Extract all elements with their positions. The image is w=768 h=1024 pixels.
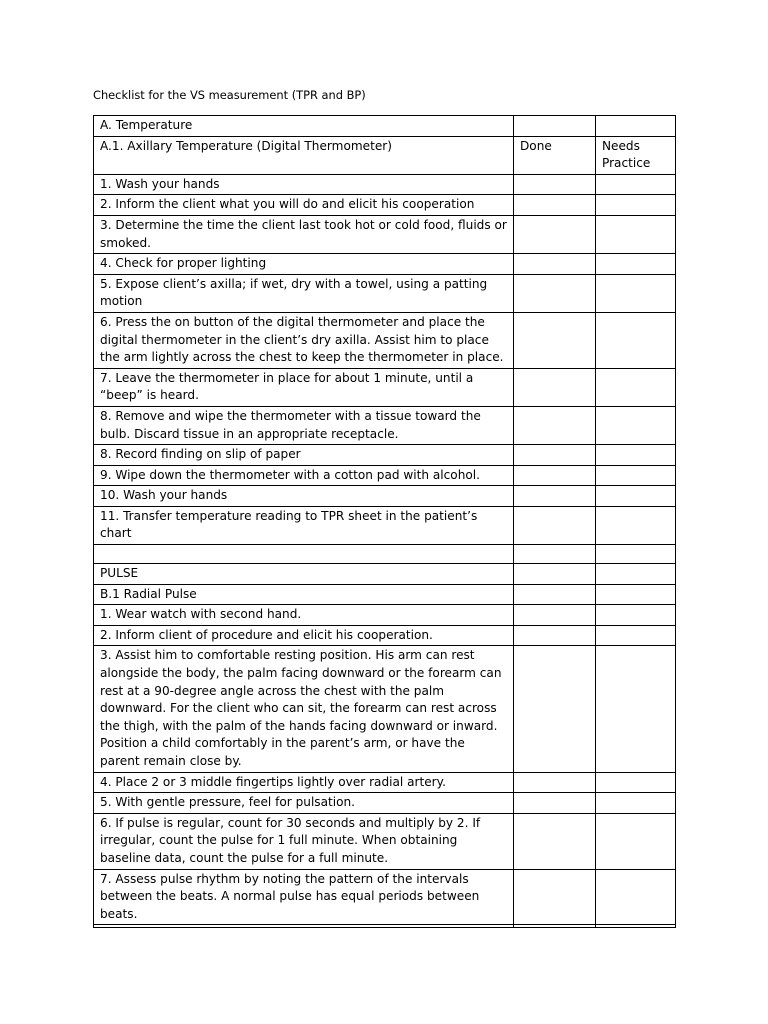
section-a-needs-practice-cell [596, 116, 676, 137]
needs-practice-checkbox-cell[interactable] [596, 813, 676, 869]
section-pulse-done-cell [514, 564, 596, 585]
checklist-row [94, 274, 676, 312]
done-checkbox-cell[interactable] [514, 406, 596, 444]
step-text: 5. Expose client’s axilla; if wet, dry with a towel, using a patting motion [94, 274, 514, 312]
checklist-row [94, 506, 676, 544]
step-text: 5. With gentle pressure, feel for pulsation. [94, 793, 514, 814]
step-text: 6. If pulse is regular, count for 30 seconds and multiply by 2. If irregular, count the pulse for 1 full minute. When obtaining baseline data, count the pulse for a full minute. [94, 813, 514, 869]
done-checkbox-cell[interactable] [514, 215, 596, 253]
needs-practice-checkbox-cell[interactable] [596, 793, 676, 814]
subsection-a1-heading: A.1. Axillary Temperature (Digital Thermometer) [94, 136, 514, 174]
step-text: 2. Inform the client what you will do and elicit his cooperation [94, 195, 514, 216]
step-text: 9. Wipe down the thermometer with a cotton pad with alcohol. [94, 465, 514, 486]
done-checkbox-cell[interactable] [514, 174, 596, 195]
subsection-b1-heading: B.1 Radial Pulse [94, 584, 514, 605]
done-checkbox-cell[interactable] [514, 274, 596, 312]
step-text: 3. Assist him to comfortable resting position. His arm can rest alongside the body, the palm facing downward or the forearm can rest at a 90-degree angle across the chest with the palm downward. For the client who can sit, the forearm can rest across the thigh, with the palm of the hands facing downward or inward. Position a child comfortably in the parent’s arm, or have the parent remain close by. [94, 646, 514, 772]
section-header-row [94, 116, 676, 137]
step-text: 8. Remove and wipe the thermometer with a tissue toward the bulb. Discard tissue in an appropriate receptacle. [94, 406, 514, 444]
vs-checklist-table [93, 115, 676, 964]
step-text: 3. Determine the time the client last took hot or cold food, fluids or smoked. [94, 215, 514, 253]
section-header-row [94, 564, 676, 585]
checklist-row [94, 869, 676, 925]
subsection-b1-needs-practice-cell [596, 584, 676, 605]
blank-row [94, 545, 676, 564]
step-text: 7. Assess pulse rhythm by noting the pattern of the intervals between the beats. A normal pulse has equal periods between beats. [94, 869, 514, 925]
done-checkbox-cell[interactable] [514, 605, 596, 626]
needs-practice-checkbox-cell[interactable] [596, 274, 676, 312]
column-header-row [94, 136, 676, 174]
needs-practice-checkbox-cell[interactable] [596, 486, 676, 507]
step-text: 2. Inform client of procedure and elicit his cooperation. [94, 625, 514, 646]
section-a-done-cell [514, 116, 596, 137]
column-header-done: Done [514, 136, 596, 174]
done-checkbox-cell[interactable] [514, 625, 596, 646]
section-header-row [94, 584, 676, 605]
needs-practice-checkbox-cell[interactable] [596, 174, 676, 195]
done-checkbox-cell[interactable] [514, 506, 596, 544]
blank-cell [596, 545, 676, 564]
blank-cell [94, 545, 514, 564]
blank-cell [514, 545, 596, 564]
section-pulse-needs-practice-cell [596, 564, 676, 585]
needs-practice-checkbox-cell[interactable] [596, 869, 676, 925]
checklist-row [94, 406, 676, 444]
checklist-row [94, 174, 676, 195]
done-checkbox-cell[interactable] [514, 646, 596, 772]
needs-practice-checkbox-cell[interactable] [596, 605, 676, 626]
step-text: 10. Wash your hands [94, 486, 514, 507]
needs-practice-checkbox-cell[interactable] [596, 406, 676, 444]
done-checkbox-cell[interactable] [514, 486, 596, 507]
needs-practice-checkbox-cell[interactable] [596, 646, 676, 772]
needs-practice-checkbox-cell[interactable] [596, 465, 676, 486]
checklist-row [94, 195, 676, 216]
document-title: Checklist for the VS measurement (TPR and BP) [93, 88, 366, 102]
step-text: 4. Place 2 or 3 middle fingertips lightly over radial artery. [94, 772, 514, 793]
checklist-row [94, 215, 676, 253]
subsection-b1-done-cell [514, 584, 596, 605]
needs-practice-checkbox-cell[interactable] [596, 254, 676, 275]
needs-practice-checkbox-cell[interactable] [596, 625, 676, 646]
checklist-row [94, 486, 676, 507]
checklist-row [94, 368, 676, 406]
step-text: 8. Record finding on slip of paper [94, 445, 514, 466]
checklist-row [94, 646, 676, 772]
step-text: 11. Transfer temperature reading to TPR sheet in the patient’s chart [94, 506, 514, 544]
needs-practice-checkbox-cell[interactable] [596, 195, 676, 216]
checklist-row [94, 625, 676, 646]
checklist-row [94, 793, 676, 814]
checklist-row [94, 312, 676, 368]
done-checkbox-cell[interactable] [514, 813, 596, 869]
done-checkbox-cell[interactable] [514, 465, 596, 486]
done-checkbox-cell[interactable] [514, 772, 596, 793]
checklist-row [94, 465, 676, 486]
checklist-row [94, 813, 676, 869]
table-bottom-border [93, 927, 675, 928]
checklist-row [94, 605, 676, 626]
step-text: 1. Wear watch with second hand. [94, 605, 514, 626]
done-checkbox-cell[interactable] [514, 445, 596, 466]
done-checkbox-cell[interactable] [514, 195, 596, 216]
step-text: 4. Check for proper lighting [94, 254, 514, 275]
checklist-row [94, 772, 676, 793]
step-text: 1. Wash your hands [94, 174, 514, 195]
done-checkbox-cell[interactable] [514, 793, 596, 814]
column-header-needs-practice: Needs Practice [596, 136, 676, 174]
done-checkbox-cell[interactable] [514, 312, 596, 368]
section-a-heading: A. Temperature [94, 116, 514, 137]
needs-practice-checkbox-cell[interactable] [596, 368, 676, 406]
checklist-row [94, 254, 676, 275]
needs-practice-checkbox-cell[interactable] [596, 772, 676, 793]
section-pulse-heading: PULSE [94, 564, 514, 585]
needs-practice-checkbox-cell[interactable] [596, 312, 676, 368]
step-text: 6. Press the on button of the digital thermometer and place the digital thermometer in the client’s dry axilla. Assist him to place the arm lightly across the chest to keep the thermometer in place. [94, 312, 514, 368]
done-checkbox-cell[interactable] [514, 869, 596, 925]
needs-practice-checkbox-cell[interactable] [596, 506, 676, 544]
step-text: 7. Leave the thermometer in place for about 1 minute, until a “beep” is heard. [94, 368, 514, 406]
needs-practice-checkbox-cell[interactable] [596, 445, 676, 466]
needs-practice-checkbox-cell[interactable] [596, 215, 676, 253]
done-checkbox-cell[interactable] [514, 254, 596, 275]
page-bottom-margin [0, 928, 768, 1024]
checklist-row [94, 445, 676, 466]
done-checkbox-cell[interactable] [514, 368, 596, 406]
